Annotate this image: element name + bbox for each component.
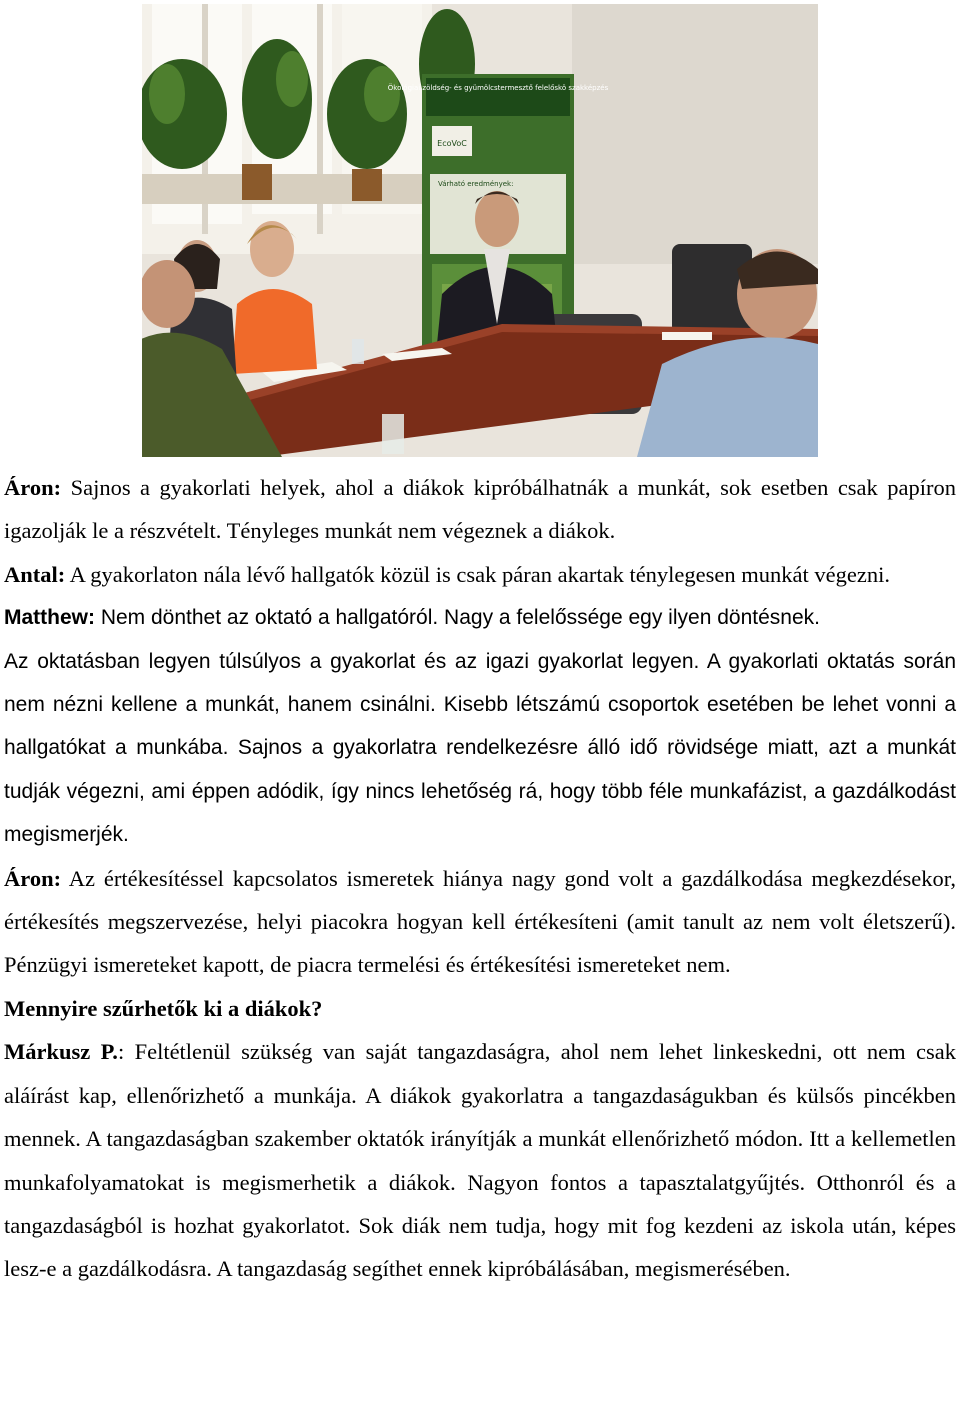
banner-results-text: Várható eredmények:: [438, 180, 514, 188]
speaker-label: Áron:: [4, 865, 62, 891]
speaker-label: Antal:: [4, 561, 66, 587]
speaker-label: Áron:: [4, 475, 62, 500]
paragraph-text: Az oktatásban legyen túlsúlyos a gyakorlat és az igazi gyakorlat legyen. A gyakorlati oktatás során nem nézni kellene a munkát, hanem csinálni. Kisebb létszámú csoportok esetében be lehet vonni a hallgatókat a munkába. Sajnos a gyakorlatra rendelkezésre álló idő rövidsége miatt, azt a munkát tudják végezni, ami éppen adódik, így nincs lehetőség rá, hogy több féle munkafázist, a gazdálkodást megismerjék.: [4, 649, 956, 847]
paragraph-aron-1: [4, 466, 956, 553]
banner-title: Ökológiai zöldség- és gyümölcstermesztő felelőskö szakképzés: [387, 84, 609, 92]
paragraph-practice: [4, 640, 956, 857]
paragraph-antal: [4, 553, 956, 596]
section-heading: Mennyire szűrhetők ki a diákok?: [4, 995, 323, 1021]
paragraph-text: Az értékesítéssel kapcsolatos ismeretek hiánya nagy gond volt a gazdálkodása megkezdésekor, értékesítés megszervezése, helyi piacokra hogyan kell értékesíteni (amit tanult az nem volt életszerű). Pénzügyi ismereteket kapott, de piacra termelési és értékesítési ismereteket nem.: [4, 865, 956, 978]
paragraph-text: Sajnos a gyakorlati helyek, ahol a diákok kipróbálhatnák a munkát, sok esetben csak papíron igazolják le a részvételt. Tényleges munkát nem végeznek a diákok.: [4, 475, 956, 544]
paragraph-text: : Feltétlenül szükség van saját tangazdaságra, ahol nem lehet linkeskedni, ott nem csak aláírást kap, ellenőrizhető a munkája. A diákok gyakorlatra a tangazdaságukban és külsős pincékben mennek. A tangazdaságban szakember oktatók irányítják a munkát ellenőrizhető módon. Itt a kellemetlen munkafolyamatokat is megismerhetik a diákok. Nagyon fontos a tapasztalatgyűjtés. Otthonról és a tangazdaságból is hozhat gyakorlatot. Sok diák nem tudja, hogy mit fog kezdeni az iskola után, képes lesz-e a gazdálkodásra. A tangazdaság segíthet ennek kipróbálásában, megismerésében.: [4, 1039, 957, 1282]
banner-logo-text: EcoVoC: [437, 139, 467, 148]
paragraph-text: A gyakorlaton nála lévő hallgatók közül is csak páran akartak ténylegesen munkát végezni.: [65, 561, 890, 587]
paragraph-aron-2: [4, 857, 956, 987]
meeting-photo: [142, 4, 818, 457]
paragraph-markusz: [4, 1030, 956, 1290]
paragraph-text: Nem dönthet az oktató a hallgatóról. Nagy a felelőssége egy ilyen döntésnek.: [95, 606, 820, 630]
speaker-label: Márkusz P.: [4, 1039, 118, 1065]
transcript-body: [4, 466, 956, 1291]
speaker-label: Matthew:: [4, 606, 95, 630]
paragraph-matthew: [4, 596, 956, 639]
